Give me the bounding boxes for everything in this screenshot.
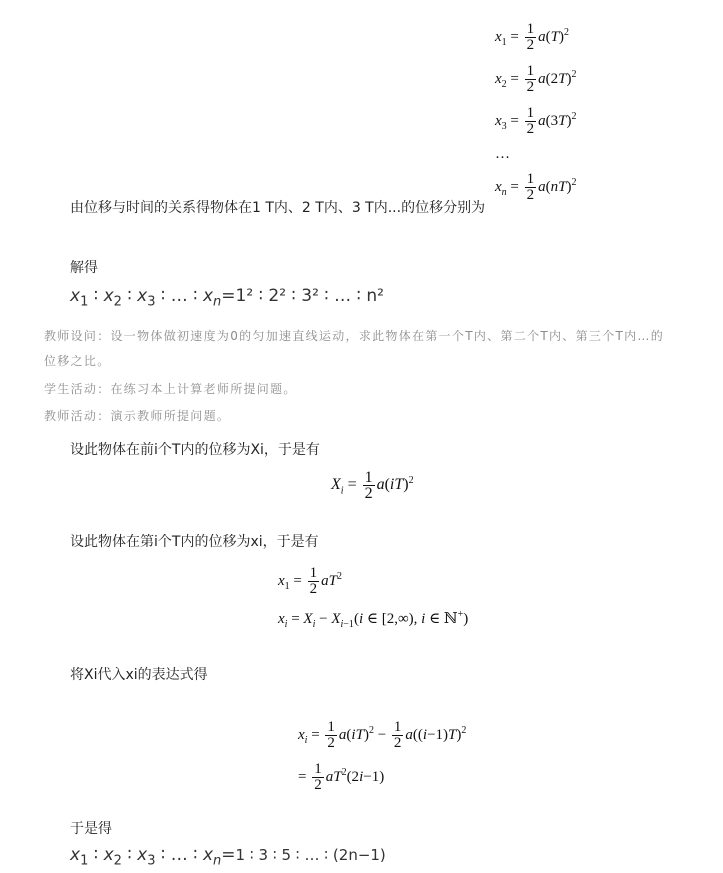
setup-each: 设此物体在第i个T内的位移为xi，于是有 xyxy=(70,534,319,550)
result-ratio-squares xyxy=(70,286,384,309)
formula-xi-expanded: $x_i$ = $\frac{1}{2}$ a(iT)$^2$ − $\frac{1}{2}$ $a((i-1)T)^2$ xyxy=(298,719,467,751)
therefore-label: 于是得 xyxy=(70,821,112,837)
result-ratio-odd xyxy=(70,845,386,868)
formula-x1-aT2: $x_1$ = $\frac{1}{2}$ $aT^2$ xyxy=(278,565,342,597)
teacher-activity: 教师活动：演示教师所提问题。 xyxy=(44,409,231,423)
solve-label: 解得 xyxy=(70,260,98,276)
teacher-question-cont: 位移之比。 xyxy=(44,354,111,368)
formula-x1: $x_1$ = $\frac{1}{2}$ $a(T)^2$ xyxy=(495,21,569,53)
substitute-text: 将Xi代入xi的表达式得 xyxy=(70,667,208,683)
ratio-lhs: $x_1$ ∶ $x_2$ ∶ $x_3$ ∶ … ∶ $x_n=$ xyxy=(70,286,236,310)
displacement-intro: 由位移与时间的关系得物体在1 T内、2 T内、3 T内...的位移分别为 xyxy=(70,200,486,216)
formula-ellipsis: … xyxy=(495,146,510,162)
formula-xi-simplified: = $\frac{1}{2}$ $aT^2(2i-1)$ xyxy=(298,761,385,793)
student-activity: 学生活动：在练习本上计算老师所提问题。 xyxy=(44,382,297,396)
ratio-rhs: 1² ∶ 2² ∶ 3² ∶ … ∶ n² xyxy=(235,286,384,306)
formula-xn: $x_n$ = $\frac{1}{2}$ a(nT)$^2$ xyxy=(495,171,577,203)
formula-Xi: $X_i$ = $\frac{1}{2}$ a(iT)$^2$ xyxy=(331,469,414,502)
ratio-lhs-2: $x_1$ ∶ $x_2$ ∶ $x_3$ ∶ … ∶ $x_n=$ xyxy=(70,845,236,869)
formula-x2: $x_2$ = $\frac{1}{2}$ $a(2T)^2$ xyxy=(495,63,577,95)
ratio-rhs-2: 1 ∶ 3 ∶ 5 ∶ … ∶ (2n−1) xyxy=(235,846,386,864)
formula-x3: $x_3$ = $\frac{1}{2}$ $a(3T)^2$ xyxy=(495,105,577,137)
formula-xi-difference: $x_i = X_i - X_{i-1}(i$ ∈ [2,∞), i ∈ ℕ+) xyxy=(278,609,469,630)
setup-first: 设此物体在前i个T内的位移为Xi，于是有 xyxy=(70,442,320,458)
teacher-question: 教师设问：设一物体做初速度为0的匀加速直线运动，求此物体在第一个T内、第二个T内、第三个T内…的 xyxy=(44,329,665,343)
